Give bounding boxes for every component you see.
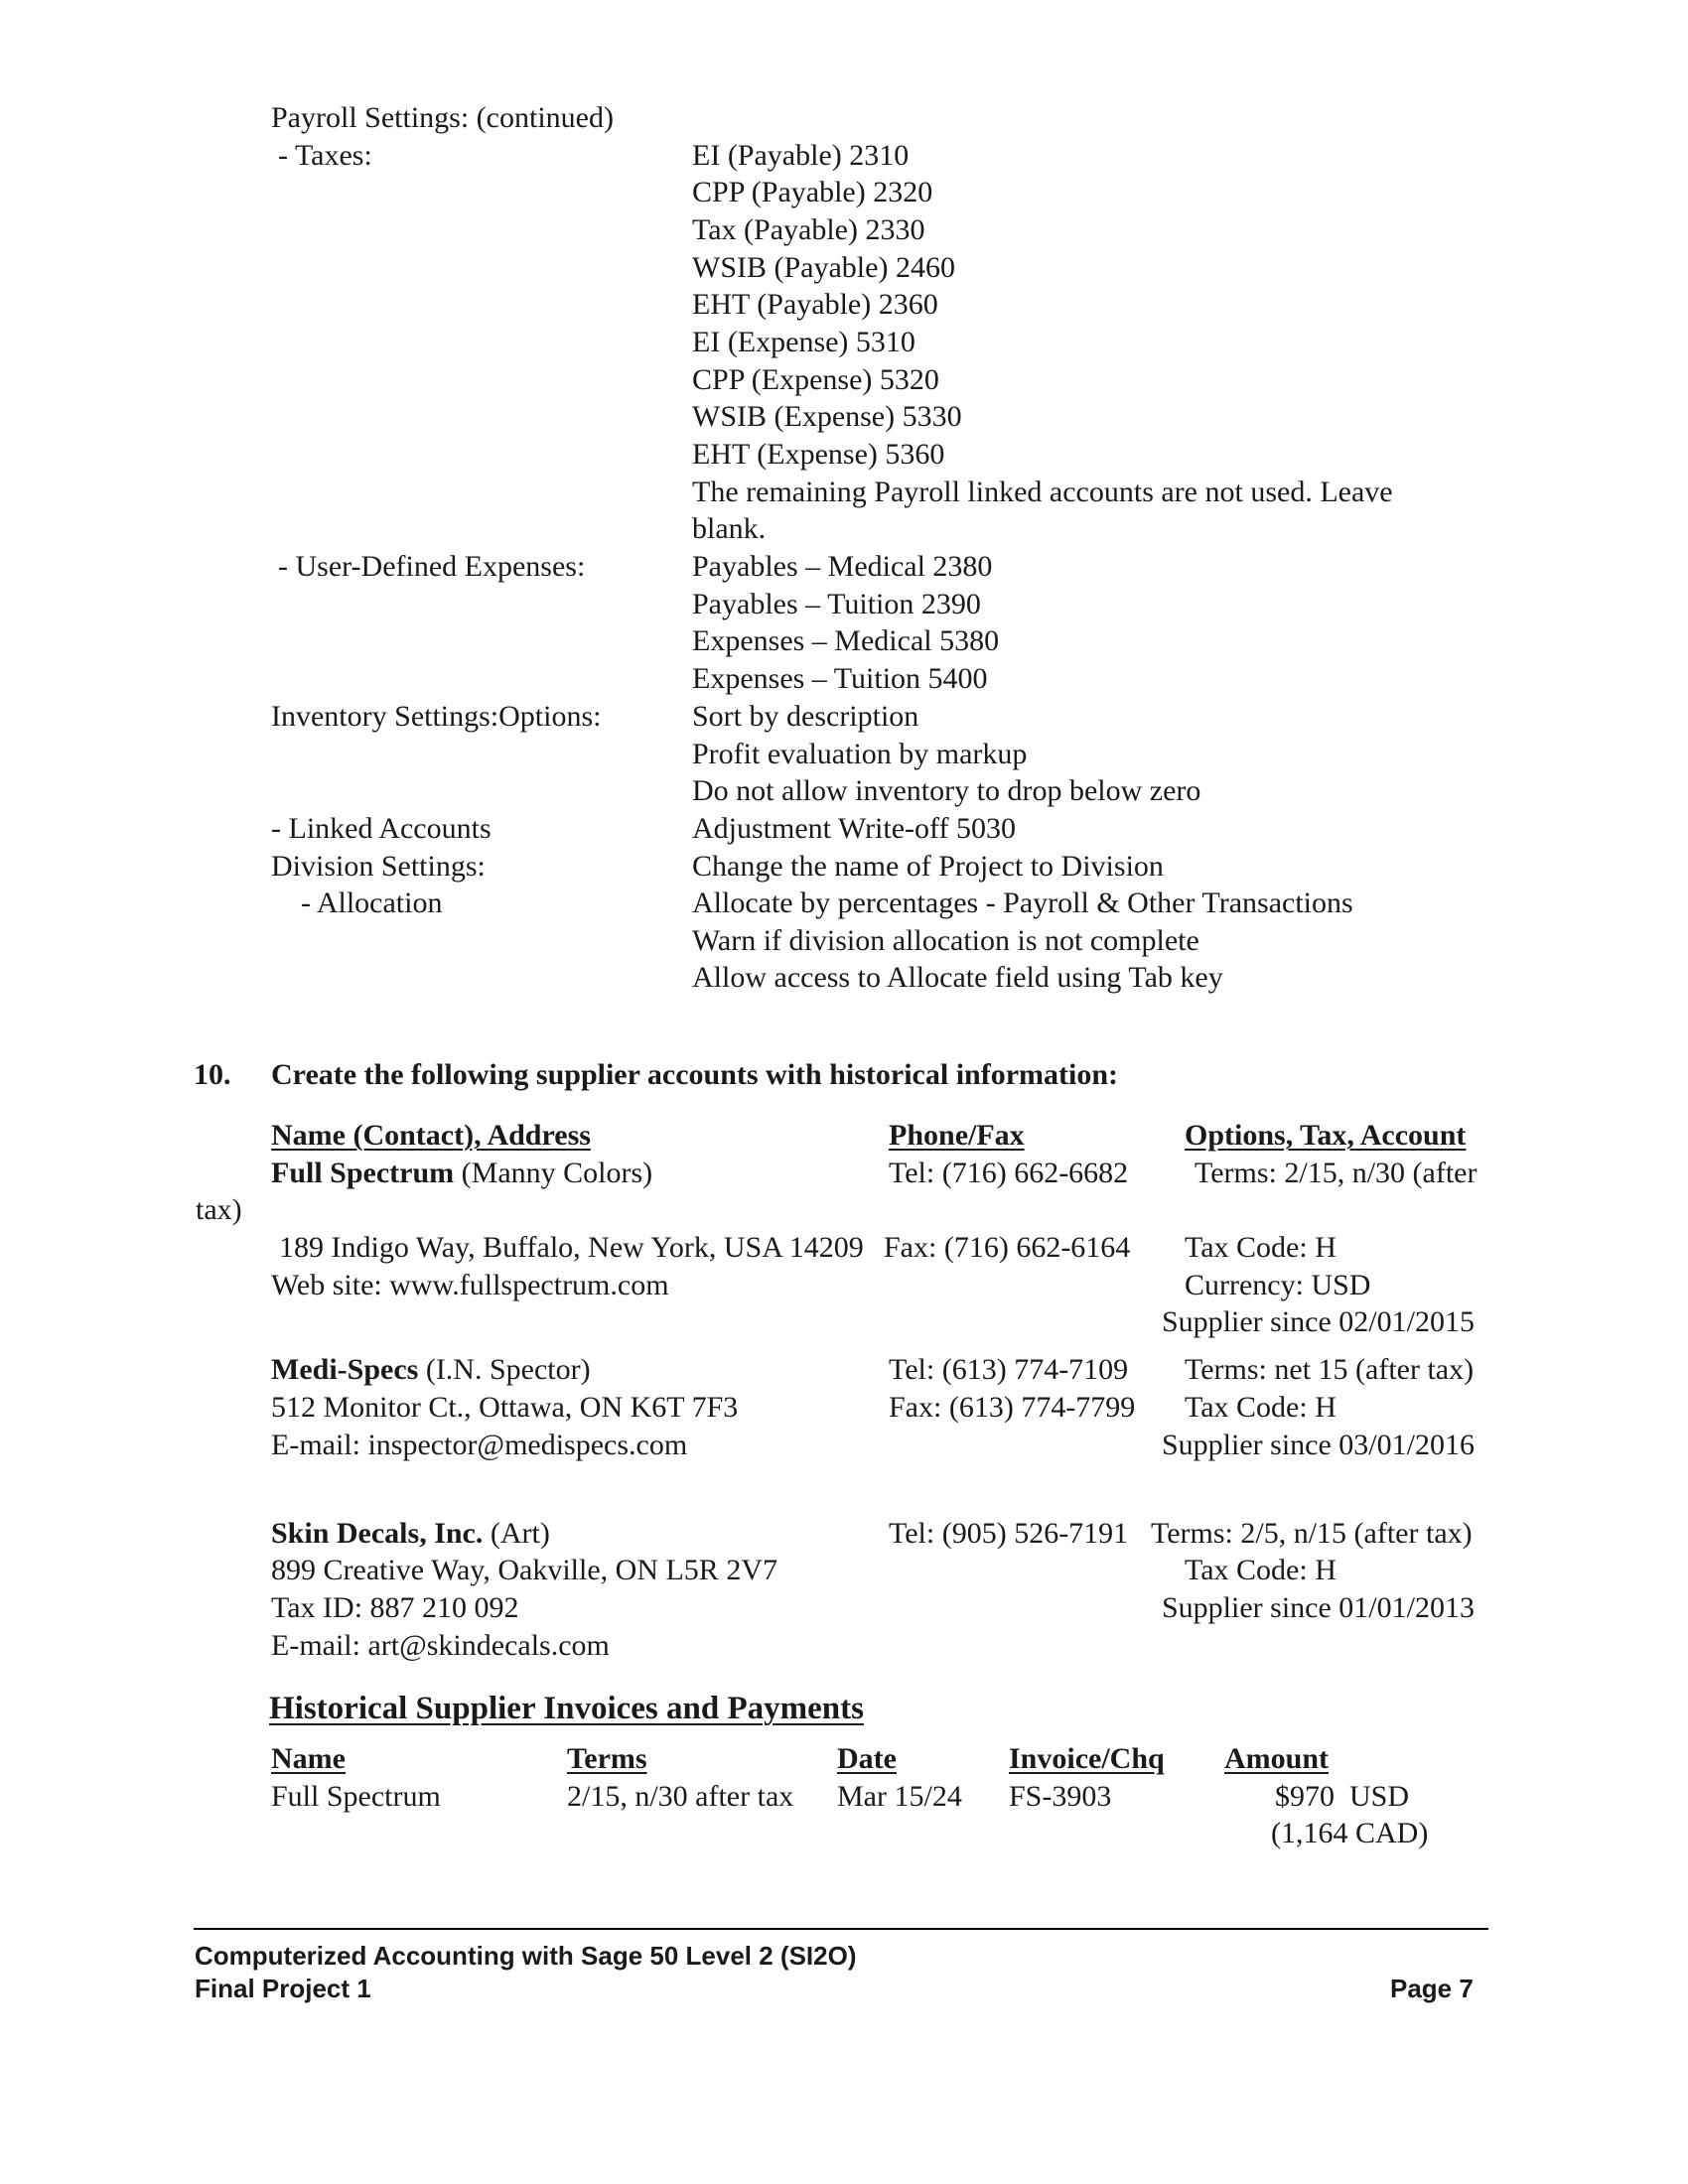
user-defined-line: Payables – Tuition 2390 [692,588,981,620]
section-title: Create the following supplier accounts with historical information: [271,1058,1119,1091]
supplier-tax-code: Tax Code: H [1185,1554,1336,1586]
supplier-terms-wrap: tax) [196,1193,242,1226]
supplier-contact: (Art) [490,1517,550,1550]
supplier-since: Supplier since 02/01/2015 [1162,1305,1475,1338]
hist-row-amount-cad: (1,164 CAD) [1271,1817,1429,1849]
supplier-email: E-mail: inspector@medispecs.com [271,1429,688,1461]
supplier-since: Supplier since 03/01/2016 [1162,1429,1475,1461]
col-header-options: Options, Tax, Account [1185,1119,1467,1152]
hist-row-terms: 2/15, n/30 after tax [567,1780,794,1813]
footer-rule [194,1928,1488,1930]
supplier-currency: Currency: USD [1185,1269,1371,1301]
hist-header-terms: Terms [567,1742,647,1775]
allocation-label: - Allocation [301,887,443,919]
taxes-label: - Taxes: [278,139,372,172]
supplier-terms: Terms: 2/15, n/30 (after [1195,1157,1477,1189]
inventory-label: Inventory Settings:Options: [271,700,602,733]
payroll-heading: Payroll Settings: (continued) [271,101,614,134]
supplier-website: Web site: www.fullspectrum.com [271,1269,669,1301]
hist-header-amount: Amount [1224,1742,1330,1775]
footer-project: Final Project 1 [195,1974,371,2003]
tax-line: EHT (Expense) 5360 [692,438,945,471]
supplier-address: 189 Indigo Way, Buffalo, New York, USA 14209 [279,1231,864,1264]
supplier-name: Full Spectrum [271,1157,455,1189]
tax-line: EHT (Payable) 2360 [692,288,938,321]
supplier-terms: Terms: net 15 (after tax) [1185,1353,1475,1386]
tax-line: WSIB (Expense) 5330 [692,400,962,433]
hist-header-date: Date [837,1742,897,1775]
inventory-option: Sort by description [692,700,919,733]
supplier-name: Skin Decals, Inc. [271,1517,484,1550]
tax-line: CPP (Expense) 5320 [692,363,939,396]
inventory-option: Do not allow inventory to drop below zero [692,774,1201,807]
tax-line: CPP (Payable) 2320 [692,176,933,208]
linked-accounts-label: - Linked Accounts [271,812,492,845]
linked-accounts-value: Adjustment Write-off 5030 [692,812,1016,845]
supplier-fax: Fax: (716) 662-6164 [884,1231,1131,1264]
hist-row-invoice: FS-3903 [1009,1780,1112,1813]
supplier-terms: Terms: 2/5, n/15 (after tax) [1151,1517,1473,1550]
supplier-tax-id: Tax ID: 887 210 092 [271,1591,519,1624]
supplier-entry [271,1159,652,1188]
tax-note-cont: blank. [692,512,767,545]
supplier-address: 899 Creative Way, Oakville, ON L5R 2V7 [271,1554,777,1586]
supplier-tax-code: Tax Code: H [1185,1231,1336,1264]
footer-course: Computerized Accounting with Sage 50 Level 2 (SI2O) [195,1941,857,1971]
user-defined-line: Expenses – Tuition 5400 [692,662,988,695]
user-defined-line: Expenses – Medical 5380 [692,624,1000,657]
section-number: 10. [194,1058,231,1091]
hist-row-amount: $970 USD [1275,1780,1410,1813]
division-value: Change the name of Project to Division [692,850,1164,883]
footer-page: Page 7 [1390,1974,1474,2003]
supplier-address: 512 Monitor Ct., Ottawa, ON K6T 7F3 [271,1391,739,1424]
tax-line: EI (Expense) 5310 [692,326,915,358]
supplier-email: E-mail: art@skindecals.com [271,1629,610,1662]
tax-note: The remaining Payroll linked accounts are not used. Leave [692,476,1393,508]
inventory-option: Profit evaluation by markup [692,738,1028,770]
supplier-name: Medi-Specs [271,1353,419,1386]
allocation-line: Allow access to Allocate field using Tab key [692,961,1223,994]
user-defined-label: - User-Defined Expenses: [278,550,586,583]
division-label: Division Settings: [271,850,486,883]
supplier-entry [271,1519,550,1549]
allocation-line: Warn if division allocation is not complete [692,924,1199,957]
tax-line: WSIB (Payable) 2460 [692,251,955,284]
historical-title: Historical Supplier Invoices and Payments [269,1691,864,1726]
tax-line: Tax (Payable) 2330 [692,213,925,246]
hist-row-date: Mar 15/24 [837,1780,962,1813]
tax-line: EI (Payable) 2310 [692,139,910,172]
hist-header-name: Name [271,1742,346,1775]
hist-header-invoice: Invoice/Chq [1009,1742,1165,1775]
supplier-tax-code: Tax Code: H [1185,1391,1336,1424]
supplier-since: Supplier since 01/01/2013 [1162,1591,1475,1624]
supplier-entry [271,1355,591,1385]
col-header-phone: Phone/Fax [889,1119,1025,1152]
supplier-contact: (I.N. Spector) [425,1353,591,1386]
supplier-contact: (Manny Colors) [461,1157,653,1189]
supplier-fax: Fax: (613) 774-7799 [889,1391,1136,1424]
supplier-tel: Tel: (716) 662-6682 [889,1157,1129,1189]
supplier-tel: Tel: (613) 774-7109 [889,1353,1129,1386]
allocation-line: Allocate by percentages - Payroll & Other Transactions [692,887,1353,919]
hist-row-name: Full Spectrum [271,1780,441,1813]
col-header-name: Name (Contact), Address [271,1119,591,1152]
user-defined-line: Payables – Medical 2380 [692,550,993,583]
supplier-tel: Tel: (905) 526-7191 [889,1517,1129,1550]
